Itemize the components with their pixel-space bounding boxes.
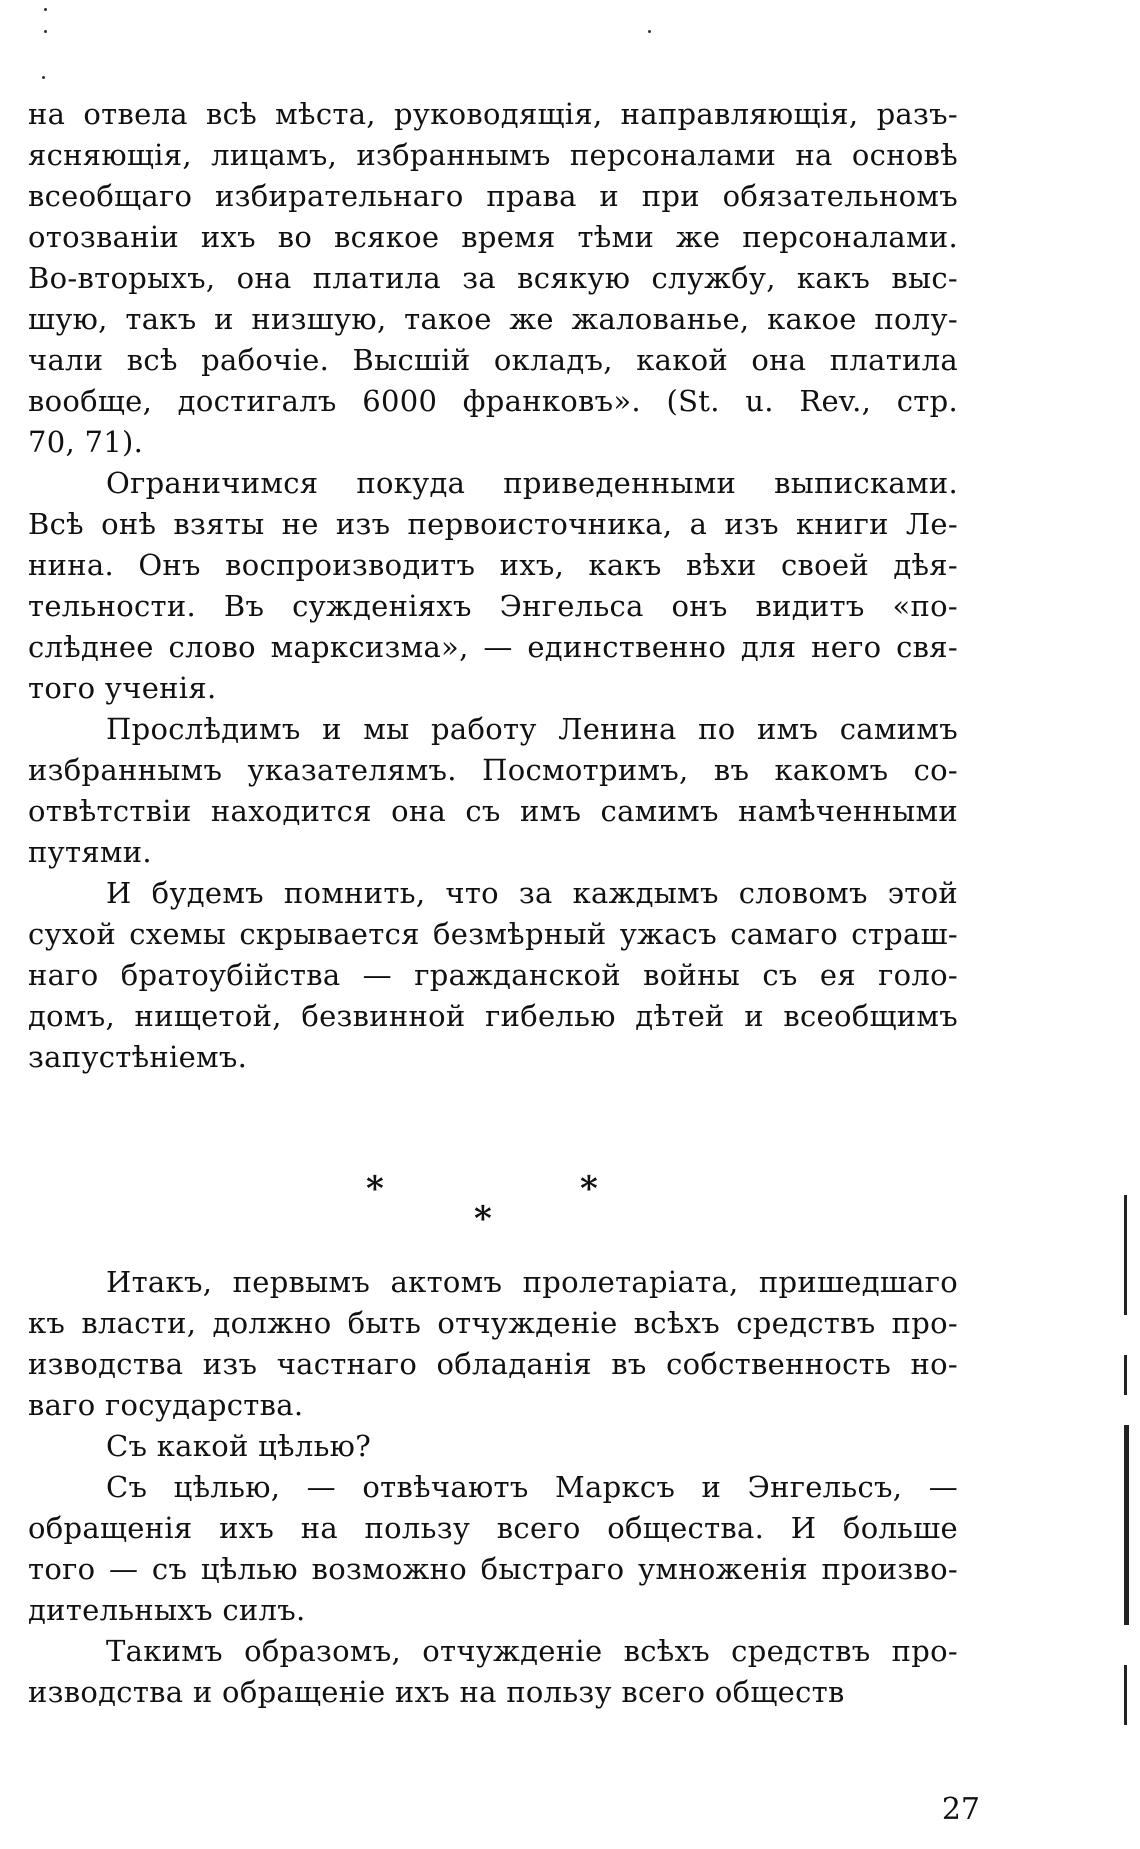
text-line: Такимъ образомъ, отчужденіе всѣхъ средствъ про- xyxy=(106,1634,958,1668)
text-line: Прослѣдимъ и мы работу Ленина по имъ самимъ xyxy=(106,712,958,746)
text-line: избраннымъ указателямъ. Посмотримъ, въ какомъ со- xyxy=(28,753,958,787)
paragraph xyxy=(28,1467,958,1631)
text-line: всеобщаго избирательнаго права и при обязательномъ xyxy=(28,179,958,213)
text-line: И будемъ помнить, что за каждымъ словомъ этой xyxy=(106,876,958,910)
scan-speck xyxy=(44,8,47,11)
text-line: путями. xyxy=(28,835,152,869)
scan-speck xyxy=(648,30,651,33)
text-line: отвѣтствіи находится она съ имъ самимъ намѣченными xyxy=(28,794,958,828)
page-number: 27 xyxy=(941,1792,980,1827)
text-line: къ власти, должно быть отчужденіе всѣхъ средствъ про- xyxy=(28,1306,958,1340)
text-line: Съ какой цѣлью? xyxy=(106,1429,372,1463)
text-line: домъ, нищетой, безвинной гибелью дѣтей и всеобщимъ xyxy=(28,999,958,1033)
text-line: Итакъ, первымъ актомъ пролетаріата, пришедшаго xyxy=(106,1265,958,1299)
text-line: ясняющія, лицамъ, избраннымъ персоналами на основѣ xyxy=(28,138,958,172)
scan-speck xyxy=(42,76,45,79)
paragraph xyxy=(28,1426,958,1467)
text-line: чали всѣ рабочіе. Высшій окладъ, какой она платила xyxy=(28,343,958,377)
text-line: наго братоубійства — гражданской войны съ ея голо- xyxy=(28,958,958,992)
text-line: тельности. Въ сужденіяхъ Энгельса онъ видитъ «по- xyxy=(28,589,958,623)
paragraph xyxy=(28,709,958,873)
separator-asterisk: * xyxy=(366,1169,384,1209)
paragraph xyxy=(28,1631,958,1713)
scan-edge-marks xyxy=(1118,1195,1134,1755)
separator-asterisk: * xyxy=(580,1169,598,1209)
text-line: Съ цѣлью, — отвѣчаютъ Марксъ и Энгельсъ, — xyxy=(106,1470,958,1504)
text-line: на отвела всѣ мѣста, руководящія, направляющія, разъ- xyxy=(28,97,958,131)
text-line: шую, такъ и низшую, такое же жалованье, какое полу- xyxy=(28,302,958,336)
text-line: того ученія. xyxy=(28,671,217,705)
section-separator xyxy=(28,1168,958,1258)
paragraph xyxy=(28,1262,958,1426)
paragraph xyxy=(28,463,958,709)
text-line: того — съ цѣлью возможно быстраго умноженія произво- xyxy=(28,1552,958,1586)
text-line: 70, 71). xyxy=(28,425,144,459)
paragraph xyxy=(28,94,958,463)
text-line: Ограничимся покуда приведенными выписками. xyxy=(106,466,958,500)
text-line: Всѣ онѣ взяты не изъ первоисточника, а изъ книги Ле- xyxy=(28,507,958,541)
main-text-block-continued xyxy=(28,1262,958,1713)
text-line: Во-вторыхъ, она платила за всякую службу, какъ выс- xyxy=(28,261,958,295)
scan-speck xyxy=(44,30,47,33)
text-line: ваго государства. xyxy=(28,1388,304,1422)
text-line: отозваніи ихъ во всякое время тѣми же персоналами. xyxy=(28,220,958,254)
text-line: изводства и обращеніе ихъ на пользу всего обществ xyxy=(28,1675,845,1709)
text-line: слѣднее слово марксизма», — единственно для него свя- xyxy=(28,630,958,664)
text-line: запустѣніемъ. xyxy=(28,1040,248,1074)
text-line: изводства изъ частнаго обладанія въ собственность но- xyxy=(28,1347,958,1381)
text-line: сухой схемы скрывается безмѣрный ужасъ самаго страш- xyxy=(28,917,958,951)
text-line: нина. Онъ воспроизводитъ ихъ, какъ вѣхи своей дѣя- xyxy=(28,548,958,582)
text-line: обращенія ихъ на пользу всего общества. И больше xyxy=(28,1511,958,1545)
main-text-block xyxy=(28,94,958,1078)
paragraph xyxy=(28,873,958,1078)
separator-asterisk: * xyxy=(474,1199,492,1239)
text-line: дительныхъ силъ. xyxy=(28,1593,306,1627)
text-line: вообще, достигалъ 6000 франковъ». (St. u. Rev., стр. xyxy=(28,384,958,418)
